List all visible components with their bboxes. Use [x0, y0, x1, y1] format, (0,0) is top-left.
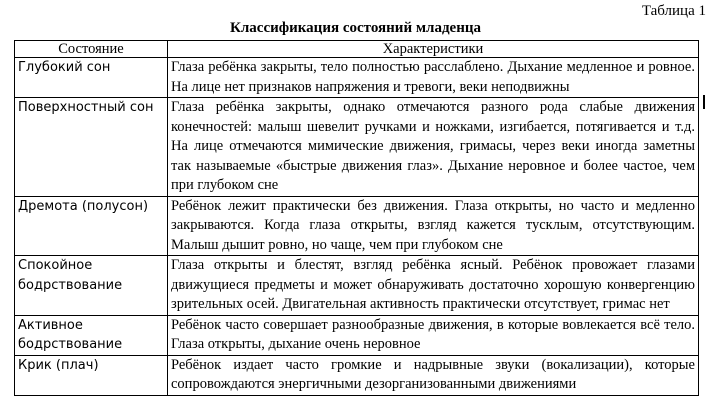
table-row: [15, 196, 699, 256]
description-column-header: Характеристики: [168, 41, 699, 58]
description-cell: Глаза ребёнка закрыты, тело полностью расслаблено. Дыхание медленное и ровное. На лице нет признаков напряжения и тревоги, веки неподвижны: [168, 58, 699, 98]
table-title: Классификация состояний младенца: [230, 20, 481, 36]
text-cursor-mark: [703, 95, 705, 109]
description-cell: Глаза открыты и блестят, взгляд ребёнка ясный. Ребёнок провожает глазами движущиеся предметы и может обнаруживать достаточно хорошую конвергенцию зрительных осей. Двигательная активность практически отсутствует, гримас нет: [168, 256, 699, 316]
table-row: [15, 58, 699, 98]
table-row: [15, 256, 699, 316]
table-caption: Таблица 1: [641, 3, 706, 19]
state-column-header: Состояние: [15, 41, 168, 58]
state-cell: Дремота (полусон): [15, 196, 168, 256]
table-row: [15, 98, 699, 197]
state-cell: Спокойное бодрствование: [15, 256, 168, 316]
description-cell: Ребёнок часто совершает разнообразные движения, в которые вовлекается всё тело. Глаза открыты, дыхание очень неровное: [168, 315, 699, 355]
state-cell: Поверхностный сон: [15, 98, 168, 197]
state-cell: Глубокий сон: [15, 58, 168, 98]
description-cell: Глаза ребёнка закрыты, однако отмечаются разного рода слабые движения конечностей: малыш шевелит ручками и ножками, изгибается, потягивается и т.д. На лице отмечаются мимические движения, гримасы, через веки иногда заметны так называемые «быстрые движения глаз». Дыхание неровное и более частое, чем при глубоком сне: [168, 98, 699, 197]
state-cell: Активное бодрствование: [15, 315, 168, 355]
header-row: [15, 41, 699, 58]
state-cell: Крик (плач): [15, 355, 168, 395]
infant-states-table: [14, 40, 699, 396]
table-row: [15, 315, 699, 355]
description-cell: Ребёнок издает часто громкие и надрывные звуки (вокализации), которые сопровождаются энергичными дезорганизованными движениями: [168, 355, 699, 395]
description-cell: Ребёнок лежит практически без движения. Глаза открыты, но часто и медленно закрываются. Когда глаза открыты, взгляд кажется тусклым, отсутствующим. Малыш дышит ровно, но чаще, чем при глубоком сне: [168, 196, 699, 256]
table-row: [15, 355, 699, 395]
